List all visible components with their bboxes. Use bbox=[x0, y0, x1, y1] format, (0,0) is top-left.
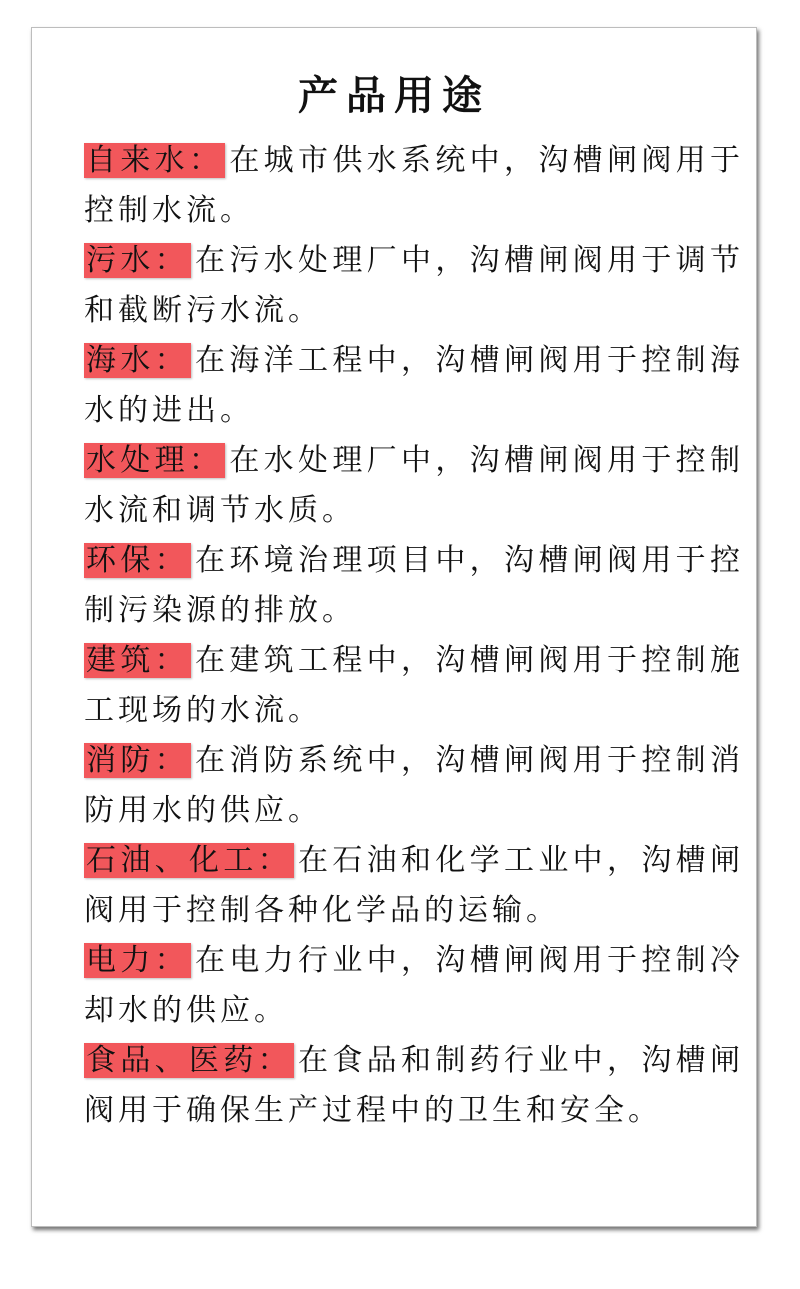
usage-item-power bbox=[84, 936, 744, 1036]
usage-card bbox=[31, 27, 757, 1227]
usage-text: 在污水处理厂中，沟槽闸阀用于调节和截断污水流。 bbox=[84, 243, 744, 328]
usage-label: 石油、化工： bbox=[86, 843, 292, 878]
usage-item-construction bbox=[84, 636, 744, 736]
usage-text: 在环境治理项目中，沟槽闸阀用于控制污染源的排放。 bbox=[84, 543, 744, 628]
usage-text: 在石油和化学工业中，沟槽闸阀用于控制各种化学品的运输。 bbox=[84, 843, 744, 928]
usage-text: 在食品和制药行业中，沟槽闸阀用于确保生产过程中的卫生和安全。 bbox=[84, 1043, 744, 1128]
usage-list bbox=[84, 136, 744, 1136]
usage-item-petrochemical bbox=[84, 836, 744, 936]
usage-label: 水处理： bbox=[86, 443, 224, 478]
usage-item-seawater bbox=[84, 336, 744, 436]
usage-text: 在水处理厂中，沟槽闸阀用于控制水流和调节水质。 bbox=[84, 443, 745, 528]
usage-text: 在城市供水系统中，沟槽闸阀用于控制水流。 bbox=[84, 143, 745, 228]
usage-item-food-medicine bbox=[84, 1036, 744, 1136]
usage-label: 自来水： bbox=[86, 143, 224, 178]
usage-label: 建筑： bbox=[86, 643, 189, 678]
usage-label: 食品、医药： bbox=[86, 1043, 292, 1078]
usage-text: 在消防系统中，沟槽闸阀用于控制消防用水的供应。 bbox=[84, 743, 744, 828]
usage-text: 在建筑工程中，沟槽闸阀用于控制施工现场的水流。 bbox=[84, 643, 744, 728]
page-title: 产品用途 bbox=[298, 73, 490, 119]
usage-item-tap-water bbox=[84, 136, 744, 236]
usage-item-sewage bbox=[84, 236, 744, 336]
usage-label: 环保： bbox=[86, 543, 189, 578]
usage-label: 海水： bbox=[86, 343, 189, 378]
usage-item-fire-protection bbox=[84, 736, 744, 836]
usage-item-water-treatment bbox=[84, 436, 744, 536]
usage-text: 在海洋工程中，沟槽闸阀用于控制海水的进出。 bbox=[84, 343, 744, 428]
usage-label: 污水： bbox=[86, 243, 189, 278]
usage-label: 消防： bbox=[86, 743, 189, 778]
usage-label: 电力： bbox=[86, 943, 189, 978]
usage-text: 在电力行业中，沟槽闸阀用于控制冷却水的供应。 bbox=[84, 943, 744, 1028]
usage-item-environment bbox=[84, 536, 744, 636]
